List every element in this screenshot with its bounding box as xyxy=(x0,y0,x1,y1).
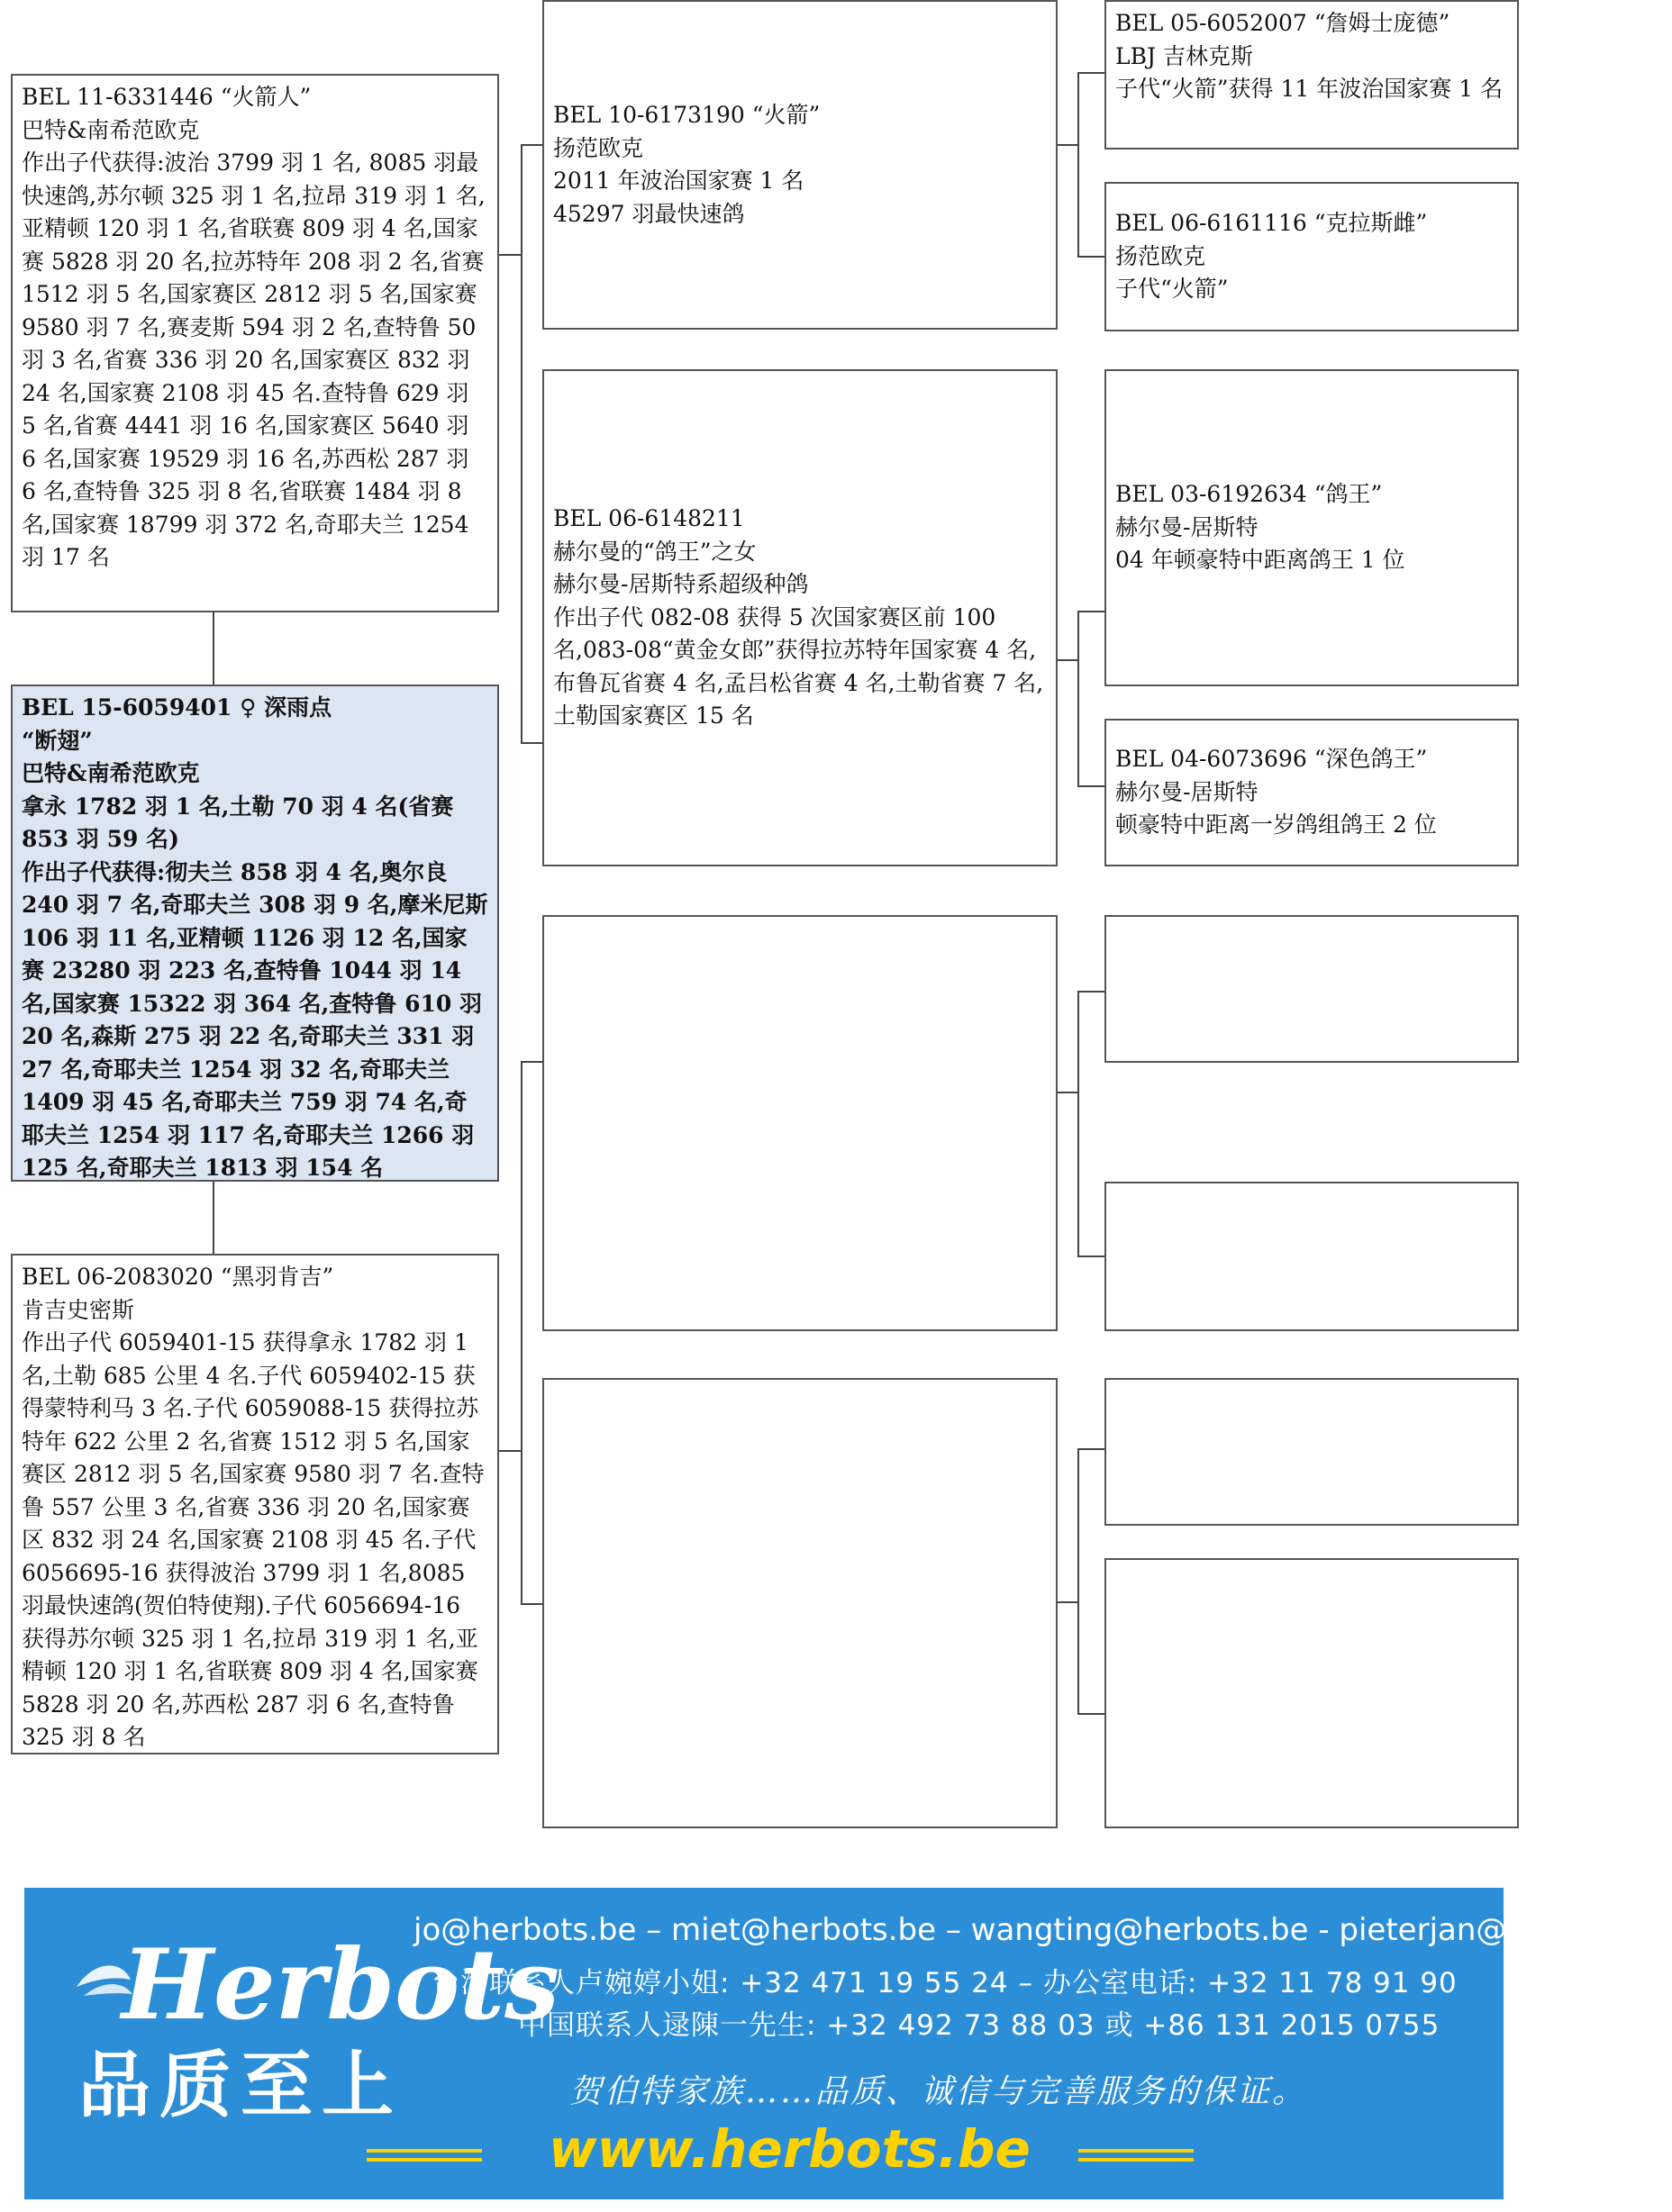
gen2-1-note-1: 2011 年波治国家赛 1 名 xyxy=(553,168,804,194)
sire-breeder: 巴特&南希范欧克 xyxy=(22,116,200,143)
gen3-1-notes: 子代“火箭”获得 11 年波治国家赛 1 名 xyxy=(1115,76,1504,102)
taiwan-contact: 台湾联系人卢婉婷小姐: +32 471 19 55 24 – 办公室电话: +32 11 78 91 90 xyxy=(432,1967,1458,1999)
connector xyxy=(1056,1092,1079,1093)
decor-line-right xyxy=(1078,2149,1194,2153)
connector xyxy=(1077,1448,1079,1715)
connector xyxy=(1077,991,1079,1257)
gen3-1-breeder: LBJ 吉林克斯 xyxy=(1115,42,1253,69)
gen3-box-6 xyxy=(1104,1182,1519,1331)
connector xyxy=(1056,1601,1079,1603)
email-line: jo@herbots.be – miet@herbots.be – wangting@herbots.be - pieterjan@herbots.be xyxy=(413,1912,1672,1948)
gen2-1-breeder: 扬范欧克 xyxy=(553,134,644,161)
website-link[interactable]: www.herbots.be xyxy=(549,2118,1031,2180)
gen3-1-ring: BEL 05-6052007 “詹姆士庞德” xyxy=(1115,10,1450,36)
connector xyxy=(521,742,542,744)
dam-box xyxy=(11,1254,499,1754)
slogan: 贺伯特家族……品质、诚信与完善服务的保证。 xyxy=(569,2073,1308,2110)
herbots-logo xyxy=(68,1924,559,2042)
gen3-box-7 xyxy=(1104,1378,1519,1526)
connector xyxy=(497,254,522,256)
dam-notes: 作出子代 6059401-15 获得拿永 1782 羽 1 名,土勒 685 公里 4 名.子代 6059402-15 获得蒙特利马 3 名.子代 6059088-15 获得拉苏特年 622 公里 2 名,省赛 1512 羽 5 名,国家赛区 2812 羽 5 名,国家赛 9580 羽 7 名.查特鲁 557 公里 3 名,省赛 336 羽 20 名,国家赛区 832 羽 24 名,国家赛 2108 羽 45 名.子代 6056695-16 获得波治 3799 羽 1 名,8085 羽最快速鸽(贺伯特使翔).子代 6056694-16 获得苏尔顿 325 羽 1 名,拉昂 319 羽 1 名,亚精顿 120 羽 1 名,省联赛 809 羽 4 名,国家赛 5828 羽 20 名,苏西松 287 羽 6 名,查特鲁 325 羽 8 名 xyxy=(22,1329,485,1750)
connector xyxy=(1077,1448,1104,1450)
connector xyxy=(1077,256,1104,258)
gen2-box-4 xyxy=(542,1378,1058,1828)
subject-results: 拿永 1782 羽 1 名,土勒 70 羽 4 名(省赛 853 羽 59 名) xyxy=(22,793,454,852)
subject-ring: BEL 15-6059401 ♀ 深雨点 xyxy=(22,694,332,721)
gen2-1-ring: BEL 10-6173190 “火箭” xyxy=(553,102,821,128)
gen2-2-ring: BEL 06-6148211 xyxy=(553,505,745,532)
connector xyxy=(1077,1256,1104,1257)
gen3-2-note: 子代“火箭” xyxy=(1115,276,1229,303)
logo-chinese: 品质至上 xyxy=(78,2043,403,2127)
connector xyxy=(1077,1713,1104,1715)
gen3-box-4 xyxy=(1104,719,1519,866)
connector xyxy=(1077,991,1104,993)
gen3-4-breeder: 赫尔曼-居斯特 xyxy=(1115,778,1259,805)
subject-box xyxy=(11,684,499,1182)
connector xyxy=(1077,72,1104,74)
connector xyxy=(213,612,214,686)
subject-offspring: 作出子代获得:彻夫兰 858 羽 4 名,奥尔良 240 羽 7 名,奇耶夫兰 308 羽 9 名,摩米尼斯 106 羽 11 名,亚精顿 1126 羽 12 名,国家赛 23280 羽 223 名,查特鲁 1044 羽 14 名,国家赛 15322 羽 364 名,查特鲁 610 羽 20 名,森斯 275 羽 22 名,奇耶夫兰 331 羽 27 名,奇耶夫兰 1254 羽 32 名,奇耶夫兰 1409 羽 45 名,奇耶夫兰 759 羽 74 名,奇耶夫兰 1254 羽 117 名,奇耶夫兰 1266 羽 125 名,奇耶夫兰 1813 羽 154 名 xyxy=(22,858,488,1181)
connector xyxy=(521,1603,542,1605)
gen3-box-8 xyxy=(1104,1558,1519,1828)
gen2-2-notes: 作出子代 082-08 获得 5 次国家赛区前 100 名,083-08“黄金女郎”获得拉苏特年国家赛 4 名,布鲁瓦省赛 4 名,孟吕松省赛 4 名,土勒省赛 7 名,土勒国家赛区 15 名 xyxy=(553,603,1044,730)
gen2-1-note-2: 45297 羽最快速鸽 xyxy=(553,200,745,227)
decor-line-left xyxy=(367,2149,482,2153)
gen3-3-breeder: 赫尔曼-居斯特 xyxy=(1115,513,1259,540)
gen3-4-note: 顿豪特中距离一岁鸽组鸽王 2 位 xyxy=(1115,811,1437,839)
china-contact: 中国联系人逯陳一先生: +32 492 73 88 03 或 +86 131 2015 0755 xyxy=(518,2009,1440,2042)
gen3-box-2 xyxy=(1104,182,1519,331)
sire-box xyxy=(11,74,499,612)
connector xyxy=(521,144,522,744)
connector xyxy=(213,1182,214,1254)
dam-breeder: 肯吉史密斯 xyxy=(22,1296,135,1323)
connector xyxy=(1056,144,1079,146)
gen2-2-breeder: 赫尔曼-居斯特系超级种鸽 xyxy=(553,571,809,598)
gen3-box-3 xyxy=(1104,369,1519,686)
logo-script-text: Herbots xyxy=(122,1928,559,2042)
subject-breeder: 巴特&南希范欧克 xyxy=(22,760,200,786)
connector xyxy=(1077,611,1104,612)
gen3-box-1 xyxy=(1104,0,1519,150)
connector xyxy=(1056,659,1079,661)
subject-name: “断翅” xyxy=(22,727,93,754)
gen3-2-breeder: 扬范欧克 xyxy=(1115,242,1206,269)
gen3-box-5 xyxy=(1104,915,1519,1063)
decor-line-right xyxy=(1078,2158,1194,2162)
connector xyxy=(521,1061,542,1063)
connector xyxy=(521,144,542,146)
connector xyxy=(1077,785,1104,787)
sire-notes: 作出子代获得:波治 3799 羽 1 名, 8085 羽最快速鸽,苏尔顿 325 羽 1 名,拉昂 319 羽 1 名,亚精顿 120 羽 1 名,省联赛 809 羽 4 名,国家赛 5828 羽 20 名,拉苏特年 208 羽 2 名,省赛 1512 羽 5 名,国家赛区 2812 羽 5 名,国家赛 9580 羽 7 名,赛麦斯 594 羽 2 名,查特鲁 50 羽 3 名,省赛 336 羽 20 名,国家赛区 832 羽 24 名,国家赛 2108 羽 45 名.查特鲁 629 羽 5 名,省赛 4441 羽 16 名,国家赛区 5640 羽 6 名,国家赛 19529 羽 16 名,苏西松 287 羽 6 名,查特鲁 325 羽 8 名,省联赛 1484 羽 8 名,国家赛 18799 羽 372 名,奇耶夫兰 1254 羽 17 名 xyxy=(22,150,486,570)
connector xyxy=(497,1450,522,1452)
decor-line-left xyxy=(367,2158,482,2162)
gen2-box-3 xyxy=(542,915,1058,1331)
gen2-box-1 xyxy=(542,0,1058,330)
connector xyxy=(1077,611,1079,787)
footer-banner xyxy=(24,1888,1672,2199)
gen3-2-ring: BEL 06-6161116 “克拉斯雌” xyxy=(1115,210,1428,237)
sire-ring: BEL 11-6331446 “火箭人” xyxy=(22,84,312,110)
gen2-box-2 xyxy=(542,369,1058,866)
gen3-4-ring: BEL 04-6073696 “深色鸽王” xyxy=(1115,746,1428,773)
gen2-2-name: 赫尔曼的“鸽王”之女 xyxy=(553,538,757,565)
gen3-3-note: 04 年顿豪特中距离鸽王 1 位 xyxy=(1115,547,1405,574)
connector xyxy=(1077,72,1079,258)
gen3-3-ring: BEL 03-6192634 “鸽王” xyxy=(1115,481,1383,508)
dam-ring: BEL 06-2083020 “黑羽肯吉” xyxy=(22,1264,334,1290)
connector xyxy=(521,1061,522,1605)
